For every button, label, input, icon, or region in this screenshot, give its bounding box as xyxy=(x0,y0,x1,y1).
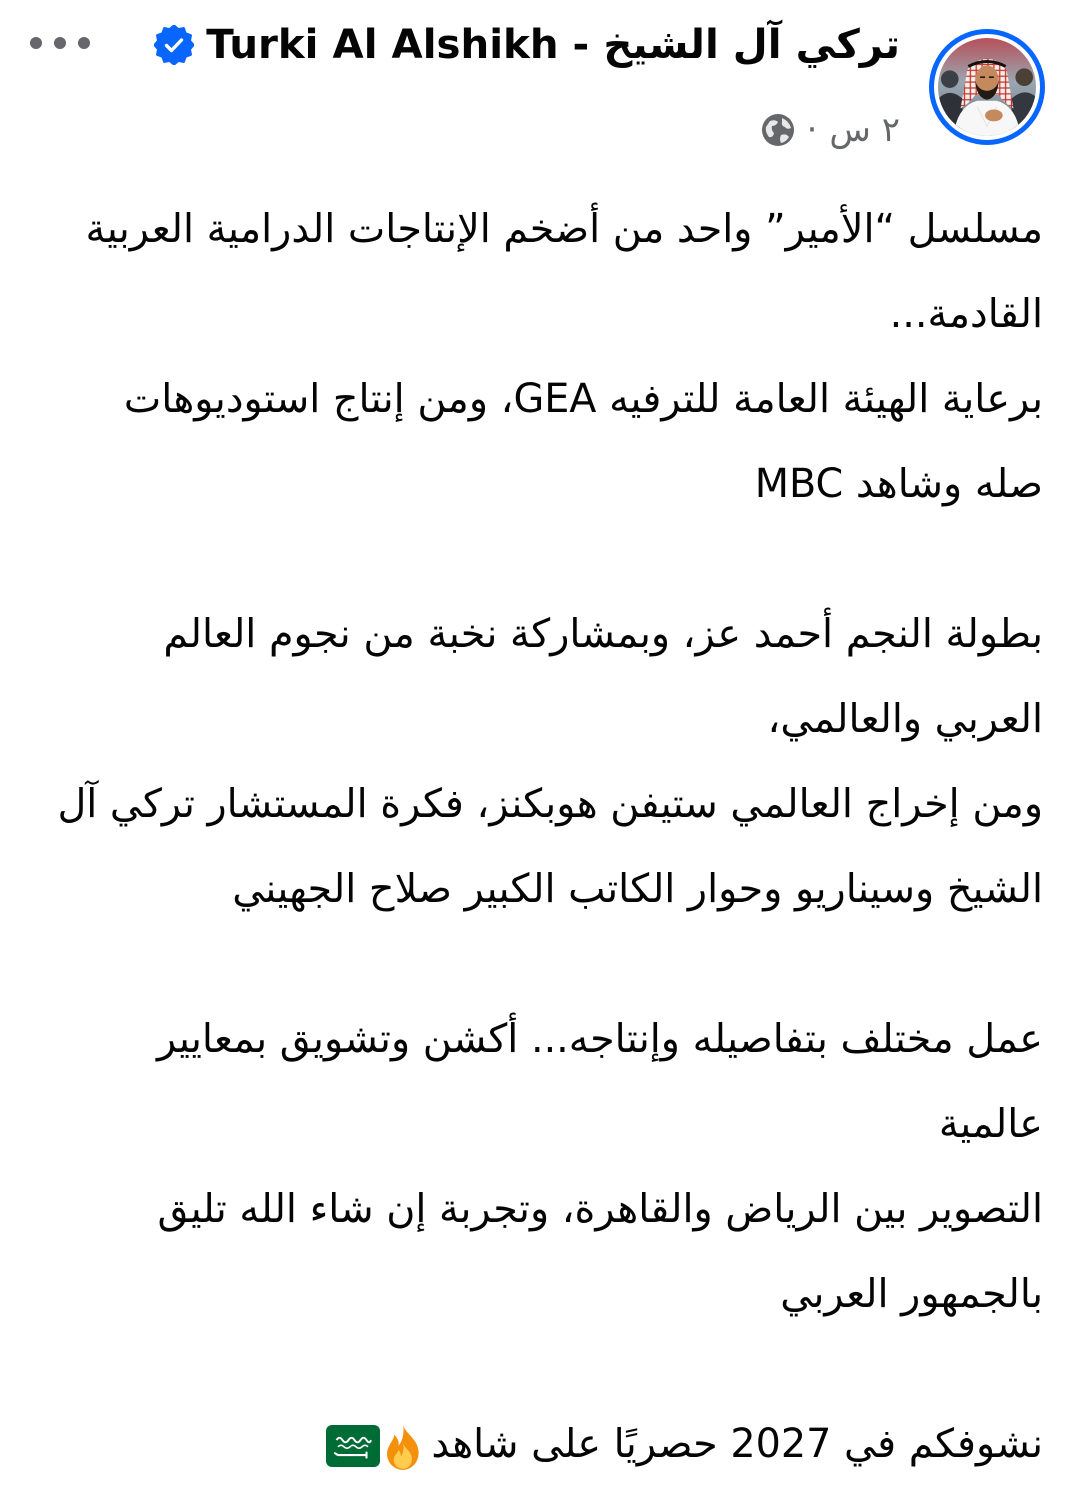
post-text-line: صله وشاهد MBC xyxy=(754,461,1043,507)
post-text-line: عمل مختلف بتفاصيله وإنتاجه... أكشن وتشويق بمعايير xyxy=(157,1016,1043,1062)
post-text xyxy=(37,187,1043,1487)
post-paragraph xyxy=(37,1402,1043,1487)
more-options-dot xyxy=(78,37,90,49)
post-paragraph xyxy=(37,997,1043,1337)
fire-emoji-icon xyxy=(381,1422,425,1472)
post-text-line: ومن إخراج العالمي ستيفن هوبكنز، فكرة المستشار تركي آل xyxy=(57,781,1043,827)
post-text-line-content: نشوفكم في 2027 حصريًا على شاهد xyxy=(431,1421,1043,1467)
post-text-line: الشيخ وسيناريو وحوار الكاتب الكبير صلاح الجهيني xyxy=(232,866,1043,912)
author-avatar[interactable] xyxy=(929,29,1045,145)
post-meta xyxy=(761,108,900,152)
globe-icon xyxy=(761,113,795,147)
saudi-flag-emoji-icon xyxy=(326,1425,380,1467)
more-options-dot xyxy=(30,37,42,49)
verified-badge-icon xyxy=(154,25,194,65)
post-text-line: مسلسل “الأمير” واحد من أضخم الإنتاجات الدرامية العربية xyxy=(85,206,1043,252)
post-text-line: بطولة النجم أحمد عز، وبمشاركة نخبة من نجوم العالم xyxy=(163,611,1043,657)
author-name[interactable]: تركي آل الشيخ - Turki Al Alshikh xyxy=(206,21,900,68)
post-text-line: العربي والعالمي، xyxy=(767,696,1043,742)
post-paragraph xyxy=(37,592,1043,932)
meta-separator: · xyxy=(806,110,818,150)
post-text-line: بالجمهور العربي xyxy=(780,1271,1043,1317)
more-options-icon xyxy=(30,23,90,63)
post-text-line xyxy=(37,1402,1043,1487)
post-timestamp[interactable]: ٢ س xyxy=(829,110,900,150)
post-text-line: التصوير بين الرياض والقاهرة، وتجربة إن شاء الله تليق xyxy=(157,1186,1043,1232)
avatar-photo-icon xyxy=(938,38,1036,136)
post-paragraph xyxy=(37,187,1043,527)
more-options-dot xyxy=(54,37,66,49)
post-text-line: برعاية الهيئة العامة للترفيه GEA، ومن إنتاج استوديوهات xyxy=(123,376,1043,422)
post-text-line: عالمية xyxy=(938,1101,1043,1147)
more-options-button[interactable] xyxy=(30,23,90,63)
author-name-row xyxy=(140,17,900,73)
post-text-line: القادمة... xyxy=(889,291,1043,337)
